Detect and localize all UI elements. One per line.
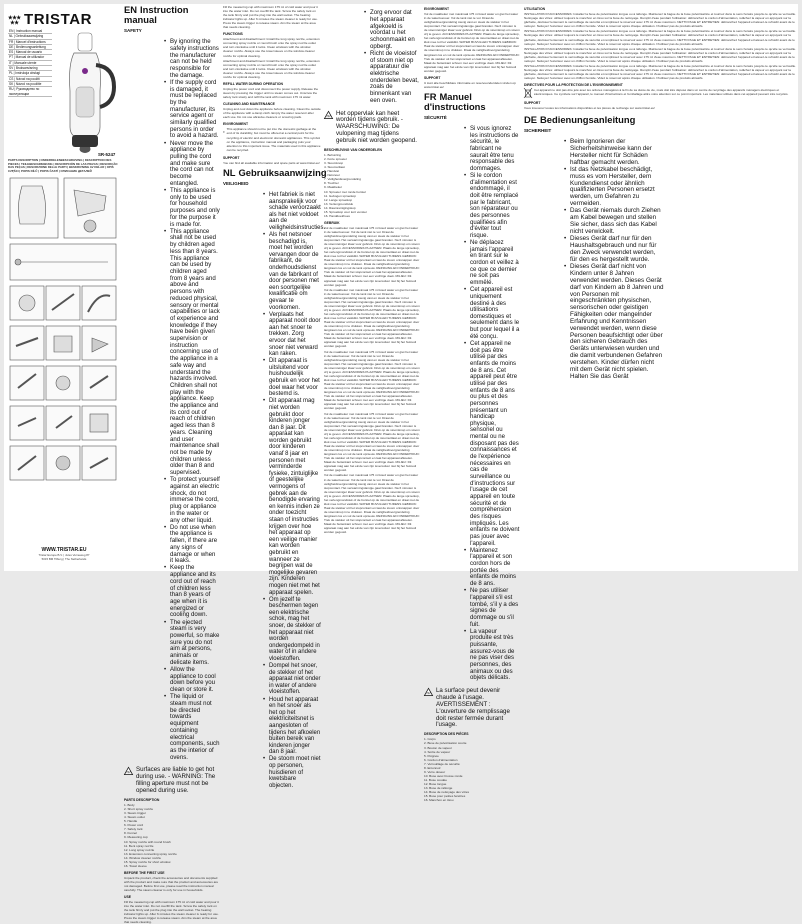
language-item: NL | Gebruiksaanwijzing [8,34,52,39]
fr-scald-warning: La surface peut devenir chaude à l'usage. AVERTISSEMENT : L'ouverture de remplissage doit rester fermée durant l'usage. [424,688,520,729]
hot-surface-icon [124,767,133,775]
en-safety-item: • To protect yourself against an electric shock, do not immerse the cord, plug or appliance in the water or any other liquid. [164,477,220,524]
hot-surface-icon [324,111,333,119]
language-item: PL | Instrukcja obsługi [8,71,52,76]
recycle-bin-icon [524,88,532,98]
en-safety-list [124,39,220,761]
fr-continued: UTILISATION INSTALLATION D'ACCESSOIRES: Installez la buse de pulvérisation longue ou à rallonge. Maintenez la bague de la buse pulvérisatrice et tournez dans le sens horaire jusqu'à ce qu'elle se verrouille. Nettoyage des vitres: utilisez toujours le manchon en tissu sur la buse de nettoyage. Remplir d'eau pendant l'utilisation: débranchez le cordon d'alimentation, relâchez la vapeur en appuyant sur la gâchette, dévissez lentement le verrouillage de sécurité et remplissez le réservoir avec 175 ml d'eau maximum. NETTOYAGE ET ENTRETIEN: débranchez l'appareil et laissez-le refroidir avant de le nettoyer. Nettoyez l'extérieur avec un chiffon humide. Videz le réservoir après chaque utilisation. N'utilisez pas de produits abrasifs. INSTALLATION D'ACCESSOIRES: Installez la buse de pulvérisation longue ou à rallonge. Maintenez la bague de la buse pulvérisatrice et tournez dans le sens horaire jusqu'à ce qu'elle se verrouille. Nettoyage des vitres: utilisez toujours le manchon en tissu sur la buse de nettoyage. Remplir d'eau pendant l'utilisation: débranchez le cordon d'alimentation, relâchez la vapeur en appuyant sur la gâchette, dévissez lentement le verrouillage de sécurité et remplissez le réservoir avec 175 ml d'eau maximum. NETTOYAGE ET ENTRETIEN: débranchez l'appareil et laissez-le refroidir avant de le nettoyer. Nettoyez l'extérieur avec un chiffon humide. Videz le réservoir après chaque utilisation. N'utilisez pas de produits abrasifs. INSTALLATION D'ACCESSOIRES: Installez la buse de pulvérisation longue ou à rallonge. Maintenez la bague de la buse pulvérisatrice et tournez dans le sens horaire jusqu'à ce qu'elle se verrouille. Nettoyage des vitres: utilisez toujours le manchon en tissu sur la buse de nettoyage. Remplir d'eau pendant l'utilisation: débranchez le cordon d'alimentation, relâchez la vapeur en appuyant sur la gâchette, dévissez lentement le verrouillage de sécurité et remplissez le réservoir avec 175 ml d'eau maximum. NETTOYAGE ET ENTRETIEN: débranchez l'appareil et laissez-le refroidir avant de le nettoyer. Nettoyez l'extérieur avec un chiffon humide. Videz le réservoir après chaque utilisation. N'utilisez pas de produits abrasifs. INSTALLATION D'ACCESSOIRES: Installez la buse de pulvérisation longue ou à rallonge. Maintenez la bague de la buse pulvérisatrice et tournez dans le sens horaire jusqu'à ce qu'elle se verrouille. Nettoyage des vitres: utilisez toujours le manchon en tissu sur la buse de nettoyage. Remplir d'eau pendant l'utilisation: débranchez le cordon d'alimentation, relâchez la vapeur en appuyant sur la gâchette, dévissez lentement le verrouillage de sécurité et remplissez le réservoir avec 175 ml d'eau maximum. NETTOYAGE ET ENTRETIEN: débranchez l'appareil et laissez-le refroidir avant de le nettoyer. Nettoyez l'extérieur avec un chiffon humide. Videz le réservoir après chaque utilisation. N'utilisez pas de produits abrasifs. DIRECTIVES POUR LA PROTECTION DE L'ENVIRONNEMENT Cet appareil ne doit pas être jeté avec les ordures ménagères à la fin de sa durée de vie, mais doit être déposé dans un centre de recyclage des appareils ménagers électriques et électroniques. Ce symbole sur l'appareil, le manuel d'instructions et l'emballage attire votre attention sur ce point important. Les matériaux utilisés dans cet appareil peuvent être recyclés. SUPPORT Vous trouverez toutes les informations disponibles et les pièces de rechange sur www.tristar.eu! [524,7,796,111]
fr-title: FR Manuel d'instructions [424,90,486,112]
language-item: DE | Bedienungsanleitung [8,45,52,50]
language-list [8,29,52,97]
nl-safety-item: • Verplaats het apparaat nooit door aan het snoer te trekken. Zorg ervoor dat het snoer niet verward kan raken. [263,312,321,358]
address: Tristar Europe B.V. | Jules Verneweg 87 [38,553,90,557]
de-safety-item: • Das Gerät niemals durch Ziehen am Kabel bewegen und stellen Sie sicher, dass sich das Kabel nicht verwickelt. [564,208,664,235]
part-item: 5. Handvat [324,169,339,174]
nl-safety-item: • De stoom moet niet op personen, huisdieren of kwetsbare objecten. [263,756,321,789]
part-item: 2. Korte sproeier [324,157,347,162]
part-item: 3. Steam trigger [124,811,147,816]
cover-footer [8,547,120,561]
nl-parts: BESCHRIJVING VAN ONDERDELEN 1. Behuizing 2. Korte sproeier 3. Stoomknop 4. Stoomuitlaat 5. Handvat 6. Netsnoer 7. Veiligheidsvergrendeling 8. Trechter 9. Maatbeker 10. Sproeier met ronde borstel 11. Gebogen sproeikop 12. Lange sproeikop 13. Verlengmondstuk 14. Raamreinigingskop 15. Sproeikop voor kort venster 16. Handdoekhoes GEBRUIK Vul de maatbeker met maximaal 175 ml koud water en giet het water in de watertoevoer. Vul de tank niet te vol. Draai de veiligheidsvergrendeling stevig vast en steek de stekker in het stopcontact. Het verwarmingslampje gaat branden. Na 6 minuten is de stoomreiniger klaar voor gebruik. Druk op de stoomknop om stoom vrij te geven. ACCESSOIRES PLAATSEN: Plaats de lange sproeikop, het verlengmondstuk of de borstel op de stoomuitlaat en draai met de klok mee tot het vastklikt. WATER BIJVULLEN TIJDENS GEBRUIK: Haal de stekker uit het stopcontact en laat de stoom ontsnappen door de stoomknop in te drukken. Draai de veiligheidsvergrendeling langzaam los en vul de tank opnieuw. REINIGING EN ONDERHOUD: Trek de stekker uit het stopcontact en laat het apparaat afkoelen. Maak de buitenkant schoon met een vochtige doek. MILIEU: Dit apparaat mag aan het einde van zijn levensduur niet bij het huisvuil worden gegooid. Vul de maatbeker met maximaal 175 ml koud water en giet het water in de watertoevoer. Vul de tank niet te vol. Draai de veiligheidsvergrendeling stevig vast en steek de stekker in het stopcontact. Het verwarmingslampje gaat branden. Na 6 minuten is de stoomreiniger klaar voor gebruik. Druk op de stoomknop om stoom vrij te geven. ACCESSOIRES PLAATSEN: Plaats de lange sproeikop, het verlengmondstuk of de borstel op de stoomuitlaat en draai met de klok mee tot het vastklikt. WATER BIJVULLEN TIJDENS GEBRUIK: Haal de stekker uit het stopcontact en laat de stoom ontsnappen door de stoomknop in te drukken. Draai de veiligheidsvergrendeling langzaam los en vul de tank opnieuw. REINIGING EN ONDERHOUD: Trek de stekker uit het stopcontact en laat het apparaat afkoelen. Maak de buitenkant schoon met een vochtige doek. MILIEU: Dit apparaat mag aan het einde van zijn levensduur niet bij het huisvuil worden gegooid. Vul de maatbeker met maximaal 175 ml koud water en giet het water in de watertoevoer. Vul de tank niet te vol. Draai de veiligheidsvergrendeling stevig vast en steek de stekker in het stopcontact. Het verwarmingslampje gaat branden. Na 6 minuten is de stoomreiniger klaar voor gebruik. Druk op de stoomknop om stoom vrij te geven. ACCESSOIRES PLAATSEN: Plaats de lange sproeikop, het verlengmondstuk of de borstel op de stoomuitlaat en draai met de klok mee tot het vastklikt. WATER BIJVULLEN TIJDENS GEBRUIK: Haal de stekker uit het stopcontact en laat de stoom ontsnappen door de stoomknop in te drukken. Draai de veiligheidsvergrendeling langzaam los en vul de tank opnieuw. REINIGING EN ONDERHOUD: Trek de stekker uit het stopcontact en laat het apparaat afkoelen. Maak de buitenkant schoon met een vochtige doek. MILIEU: Dit apparaat mag aan het einde van zijn levensduur niet bij het huisvuil worden gegooid. Vul de maatbeker met maximaal 175 ml koud water en giet het water in de watertoevoer. Vul de tank niet te vol. Draai de veiligheidsvergrendeling stevig vast en steek de stekker in het stopcontact. Het verwarmingslampje gaat branden. Na 6 minuten is de stoomreiniger klaar voor gebruik. Druk op de stoomknop om stoom vrij te geven. ACCESSOIRES PLAATSEN: Plaats de lange sproeikop, het verlengmondstuk of de borstel op de stoomuitlaat en draai met de klok mee tot het vastklikt. WATER BIJVULLEN TIJDENS GEBRUIK: Haal de stekker uit het stopcontact en laat de stoom ontsnappen door de stoomknop in te drukken. Draai de veiligheidsvergrendeling langzaam los en vul de tank opnieuw. REINIGING EN ONDERHOUD: Trek de stekker uit het stopcontact en laat het apparaat afkoelen. Maak de buitenkant schoon met een vochtige doek. MILIEU: Dit apparaat mag aan het einde van zijn levensduur niet bij het huisvuil worden gegooid. Vul de maatbeker met maximaal 175 ml koud water en giet het water in de watertoevoer. Vul de tank niet te vol. Draai de veiligheidsvergrendeling stevig vast en steek de stekker in het stopcontact. Het verwarmingslampje gaat branden. Na 6 minuten is de stoomreiniger klaar voor gebruik. Druk op de stoomknop om stoom vrij te geven. ACCESSOIRES PLAATSEN: Plaats de lange sproeikop, het verlengmondstuk of de borstel op de stoomuitlaat en draai met de klok mee tot het vastklikt. WATER BIJVULLEN TIJDENS GEBRUIK: Haal de stekker uit het stopcontact en laat de stoom ontsnappen door de stoomknop in te drukken. Draai de veiligheidsvergrendeling langzaam los en vul de tank opnieuw. REINIGING EN ONDERHOUD: Trek de stekker uit het stopcontact en laat het apparaat afkoelen. Maak de buitenkant schoon met een vochtige doek. MILIEU: Dit apparaat mag aan het einde van zijn levensduur niet bij het huisvuil worden gegooid. [324,148,420,535]
part-item: 12. Long spray nozzle [124,847,155,852]
part-item: 8. Trechter [324,181,339,186]
en-safety-item: • By ignoring the safety instructions the manufacturer can not be held responsible for the damage. [164,39,220,79]
nl-safety-item: • Zorg ervoor dat het apparaat afgekoeld is voordat u het schoonmaakt en opbergt. [364,10,420,50]
de-title: DE Bedienungsanleitung [524,113,636,125]
language-item: ES | Manual de usuario [8,50,52,55]
part-item: 11. Gebogen sproeikop [324,193,356,198]
nl-safety-item: • Houd het apparaat en het snoer als het op het elektriciteitsnet is aangesloten of tijdens het afkoelen buiten bereik van kinderen jonger dan 8 jaar. [263,697,321,756]
en-parts: PARTS DESCRIPTION 1. Body 2. Short spray nozzle 3. Steam trigger 4. Steam outlet 5. Handle 6. Power cord 7. Safety lock 8. Funnel 9. Measuring cup 10. Spray nozzle with round brush 11. Bent spray nozzle 12. Long spray nozzle 13. Extension connecting spray nozzle 14. Window cleaner nozzle 15. Spray nozzle for short window 16. Towel sleeve BEFORE THE FIRST USE Unpack the product, check the accessories and documents supplied with the product and make sure that the product and accessories are not damaged. Before first use, please read the instruction manual carefully. The steam cleaner is only for use in households. USE Fill the measuring cup with maximum 175 ml of cold water and pour it into the water inlet. Do not overfill the tank. Screw the safety lock on the tank firmly and put the plug into the wall socket. The heating indicator lights up. After 6 minutes the steam cleaner is ready for use. Press the steam trigger to release steam. Aim the steam at the area that needs cleaning. [124,798,219,924]
fr-safety-item: • Si le cordon d'alimentation est endommagé, il doit être remplacé par le fabricant, son réparateur ou des personnes qualifiées afin d'éviter tout risque. [464,173,520,240]
part-item: 8. Funnel [124,831,137,836]
nl-column [324,4,420,571]
fr-safety-item: • Ne pas utiliser l'appareil s'il est tombé, s'il y a des signes de dommage ou s'il fuit. [464,588,520,628]
part-item: 15. Buse pour petites fenêtres [424,794,466,799]
en-title: EN Instruction manual [124,4,189,25]
nl-safety-item: • Om jezelf te beschermen tegen een elektrische schok, mag het snoer, de stekker of het apparaat niet worden ondergedompeld in water of in andere vloeistoffen. [263,597,321,663]
recycle-bin-icon [223,127,225,137]
part-item: 9. Verre doseur [424,769,446,774]
en-safety-item: • Allow the appliance to cool down before you clean or store it. [164,667,220,694]
part-item: 5. Handle [124,819,138,824]
brand-name: TRISTAR [24,11,93,28]
part-item: 12. Lange sproeikop [324,197,353,202]
part-item: 10. Spray nozzle with round brush [124,839,171,844]
fr-safety-item: • Cet appareil est uniquement destiné à des utilisations domestiques et seulement dans le but pour lequel il a été conçu. [464,287,520,340]
nl-safety-list-cont [324,10,420,104]
en-safety-item: • Never move the appliance by pulling the cord and make sure the cord can not become entangled. [164,141,220,188]
en-scald-warning: Surfaces are liable to get hot during use. - WARNING: The filling aperture must not be opened during use. [124,767,220,795]
part-item: 12. Buse longue [424,781,447,786]
en-safety-item: • Do not use when the appliance is fallen, if there are any signs of damage or when it leaks. [164,525,220,565]
part-item: 5. Poignée [424,753,439,758]
brand-logo [8,11,92,28]
de-safety-item: • Dieses Gerät darf nicht von Kindern unter 8 Jahren verwendet werden. Dieses Gerät darf von Kindern ab 8 Jahren und von Personen mit eingeschränkten physischen, sensorischen oder geistigen Fähigkeiten oder mangelnder Erfahrung und Kenntnissen verwendet werden, wenn diese Personen beaufsichtigt oder über den sicheren Gebrauch des Geräts unterwiesen wurden und die damit verbundenen Gefahren verstehen. Kinder dürfen nicht mit dem Gerät nicht spielen. Halten Sie das Gerät [564,264,664,380]
stars-icon [8,15,21,25]
part-item: 4. Steam outlet [124,815,145,820]
fr-safety-item: • La vapeur produite est très puissante, assurez-vous de ne pas viser des personnes, des animaux ou des objets délicats. [464,629,520,682]
accessories-illustration [8,176,120,546]
language-item: PT | Manual de utilizador [8,55,52,60]
nl-safety-list [223,191,326,789]
fr-safety-item: • Maintenez l'appareil et son cordon hors de portée des enfants de moins de 8 ans. [464,548,520,588]
part-item: 6. Netsnoer [324,173,340,178]
en-continued: Fill the measuring cup with maximum 175 ml of cold water and pour it into the water inlet. Do not overfill the tank. Screw the safety lock on the tank firmly and put the plug into the wall socket. The heating indicator lights up. After 6 minutes the steam cleaner is ready for use. Press the steam trigger to release steam. Aim the steam at the area that needs cleaning. FUNCTIONS Attachment and disattachment: Install the long spray nozzle, extension connecting spray nozzle or round brush onto the spray nozzle outlet and turn clockwise until it locks. Clean windows with the window cleaner nozzle. Always use the towel sleeve on the window cleaner nozzle for optimal cleaning. Attachment and disattachment: Install the long spray nozzle, extension connecting spray nozzle or round brush onto the spray nozzle outlet and turn clockwise until it locks. Clean windows with the window cleaner nozzle. Always use the towel sleeve on the window cleaner nozzle for optimal cleaning. REFILL WATER DURING OPERATION Unplug the power cord and disconnect the power supply. Release the steam by pressing the trigger until no steam comes out. Unscrew the safety lock slowly and refill the tank with maximum 175 ml water. CLEANING AND MAINTENANCE Unplug and cool down the appliance before cleaning. Clean the outside of the appliance with a damp cloth. Empty the water reservoir after each use. Do not use abrasive cleaners or scouring pads. ENVIRONMENT This appliance should not be put into the domestic garbage at the end of its durability, but must be offered at a central point for the recycling of electric and electronic domestic appliances. This symbol on the appliance, instruction manual and packaging puts your attention to this important issue. The materials used in this appliance can be recycled. SUPPORT You can find all available information and spare parts at www.tristar.eu! [223,5,321,165]
nl-end: ENVIRONMENT Vul de maatbeker met maximaal 175 ml koud water en giet het water in de watertoevoer. Vul de tank niet te vol. Draai de veiligheidsvergrendeling stevig vast en steek de stekker in het stopcontact. Het verwarmingslampje gaat branden. Na 6 minuten is de stoomreiniger klaar voor gebruik. Druk op de stoomknop om stoom vrij te geven. ACCESSOIRES PLAATSEN: Plaats de lange sproeikop, het verlengmondstuk of de borstel op de stoomuitlaat en draai met de klok mee tot het vastklikt. WATER BIJVULLEN TIJDENS GEBRUIK: Haal de stekker uit het stopcontact en laat de stoom ontsnappen door de stoomknop in te drukken. Draai de veiligheidsvergrendeling langzaam los en vul de tank opnieuw. REINIGING EN ONDERHOUD: Trek de stekker uit het stopcontact en laat het apparaat afkoelen. Maak de buitenkant schoon met een vochtige doek. MILIEU: Dit apparaat mag aan het einde van zijn levensduur niet bij het huisvuil worden gegooid. SUPPORT U kunt alle beschikbare informatie en reserveonderdelen vinden op www.tristar.eu! [424,7,520,89]
part-item: 6. Power cord [124,823,144,828]
website: WWW.TRISTAR.EU [41,547,87,553]
en-safety-item: • Keep the appliance and its cord out of reach of children less than 8 years of age when it is energized or cooling down. [164,565,220,619]
de-safety-item: • Dieses Gerät darf nur für den Haushaltsgebrauch und nur für den Zweck verwendet werden, für den es hergestellt wurde. [564,236,664,263]
model-number: SR-5247 [98,152,116,157]
part-item: 13. Verlengmondstuk [324,201,354,206]
part-item: 11. Buse coudée [424,777,447,782]
nl-title: NL Gebruiksaanwijzing [223,166,327,178]
en-safety-item: • This appliance is only to be used for household purposes and only for the purpose it is made for. [164,188,220,228]
part-item: 3. Stoomknop [324,161,344,166]
language-item: RU | Руководство по эксплуатации [8,87,52,97]
en-safety-item: • The ejected steam is very powerful, so make sure you do not aim at persons, animals or delicate items. [164,620,220,667]
part-item: 6. Cordon d'alimentation [424,757,458,762]
nl-safety-item: • Als het netsnoer beschadigd is, moet het worden vervangen door de fabrikant, de onderhoudsdienst van de fabrikant of door personen met een soortgelijke kwalificatie om gevaar te voorkomen. [263,232,321,311]
part-item: 14. Buse de nettoyage des vitres [424,790,470,795]
nl-safety-item: • Dit apparaat mag niet worden gebruikt door kinderen jonger dan 8 jaar. Dit apparaat kan worden gebruikt door kinderen vanaf 8 jaar en personen met verminderde fysieke, zintuiglijke of geestelijke vermogens of gebrek aan de benodigde ervaring en kennis indien ze onder toezicht staan of instructies krijgen over hoe het apparaat op een veilige manier kan worden gebruikt en wanneer ze begrijpen wat de mogelijke gevaren zijn. Kinderen mogen niet met het apparaat spelen. [263,398,321,596]
nl-safety-item: • Het fabriek is niet aansprakelijk voor schade veroorzaakt als het niet voldoet aan de veiligheidsinstructies. [263,192,321,232]
fr-de-column [524,4,796,571]
nl-safety-item: • Dompel het snoer, de stekker of het apparaat niet onder in water of andere vloeistoffen. [263,663,321,696]
de-safety-item: • Beim Ignorieren der Sicherheitshinweise kann der Hersteller nicht für Schäden haftbar gemacht werden. [564,139,664,166]
part-item: 11. Bent spray nozzle [124,843,154,848]
hot-surface-icon [424,688,433,696]
language-item: CS | Návod na použití [8,77,52,82]
en-safety-item: • If the supply cord is damaged, it must be replaced by the manufacturer, its service agent or similarly qualified persons in order to avoid a hazard. [164,80,220,140]
part-item: 16. Towel sleeve [124,863,147,868]
language-item: SK | Návod na použitie [8,82,52,87]
part-item: 2. Buse de pulvérisation courte [424,741,467,746]
part-item: 16. Manchon en tissu [424,798,454,803]
fr-safety-heading: SÉCURITÉ [424,114,447,120]
part-item: 7. Veiligheidsvergrendeling [324,177,361,182]
part-item: 14. Raamreinigingskop [324,205,356,210]
part-item: 16. Handdoekhoes [324,213,350,218]
en-column [124,4,220,924]
cover-legal-text: PARTS DESCRIPTION | ONDERDELENBESCHRIJVING | DESCRIPTION DES PIECES | TEILEBESCHREIBUNG | DESCRIPCIÓN DE LAS PIEZAS | DESCRIÇÃO DAS PEÇAS | DESCRIZIONE DELLE PARTI | BESKRIVNING AV DELAR | OPIS CZĘŚCI | POPIS DÍLŮ | POPIS ČASTÍ | ОПИСАНИЕ ДЕТАЛЕЙ [8,158,118,173]
part-item: 13. Buse de rallonge [424,786,453,790]
en-safety-item: • This appliance shall not be used by children aged less than 8 years. This appliance can be used by children aged from 8 years and above and persons with reduced physical, sensory or mental capabilities or lack of experience and knowledge if they have been given supervision or instruction concerning use of the appliance in a safe way and understand the hazards involved. Children shall not play with the appliance. Keep the appliance and its cord out of reach of children aged less than 8 years. Cleaning and user maintenance shall not be made by children unless older than 8 and supervised. [164,229,220,477]
part-item: 1. Behuizing [324,153,342,158]
part-item: 9. Maatbeker [324,185,343,190]
part-item: 15. Sproeikop voor kort venster [324,209,367,214]
part-item: 2. Short spray nozzle [124,807,154,812]
part-item: 14. Window cleaner nozzle [124,855,161,860]
manual-sheet [4,4,798,924]
part-item: 15. Spray nozzle for short window [124,859,171,864]
nl-scald-warning: Het oppervlak kan heet worden tijdens gebruik. - WAARSCHUWING: De vulopening mag tijdens gebruik niet worden geopend. [324,111,420,146]
part-item: 10. Sproeier met ronde borstel [324,189,366,194]
part-item: 13. Extension connecting spray nozzle [124,851,177,856]
fr-safety-item: • Si vous ignorez les instructions de sécurité, le fabricant ne saurait être tenu responsable des dommages. [464,126,520,173]
part-item: 3. Bouton de vapeur [424,745,452,750]
part-item: 7. Verrouillage de sécurité [424,761,460,766]
nl-safety-heading: VEILIGHEID [223,180,249,186]
nl-safety-item: • Dit apparaat is uitsluitend voor huishoudelijk gebruik en voor het doel waar het voor bestemd is. [263,358,321,398]
de-safety-list [524,139,664,381]
steam-cleaner-image [54,31,122,157]
fr-parts: DESCRIPTION DES PIÈCES 1. Corps 2. Buse de pulvérisation courte 3. Bouton de vapeur 4. Sortie de vapeur 5. Poignée 6. Cordon d'alimentation 7. Verrouillage de sécurité 8. Entonnoir 9. Verre doseur 10. Buse avec brosse ronde 11. Buse coudée 12. Buse longue 13. Buse de rallonge 14. Buse de nettoyage des vitres 15. Buse pour petites fenêtres 16. Manchon en tissu [424,732,520,802]
language-item: IT | Manuale utente [8,61,52,66]
language-item: EN | Instruction manual [8,29,52,34]
cover-column [4,4,122,571]
nl-fr-column [424,4,520,803]
en-nl-column [223,4,327,789]
part-item: 8. Entonnoir [424,765,441,770]
fr-safety-item: • Cet appareil ne doit pas être utilisé par des enfants de moins de 8 ans. Cet appareil peut être utilisé par des enfants de 8 ans ou plus et des personnes présentant un handicap physique, sensoriel ou mental ou ne disposant pas des connaissances et de l'expérience nécessaires en cas de surveillance ou d'instructions sur l'usage de cet appareil en toute sécurité et de compréhension des risques impliqués. Les enfants ne doivent pas jouer avec l'appareil. [464,341,520,547]
de-safety-item: • Ist das Netzkabel beschädigt, muss es vom Hersteller, dem Kundendienst oder ähnlich qualifizierten Personen ersetzt werden, um Gefahren zu vermeiden. [564,167,664,208]
part-item: 4. Sortie de vapeur [424,749,451,754]
part-item: 1. Body [124,803,135,808]
language-item: SV | Bruksanvisning [8,66,52,71]
language-item: FR | Manuel d'instructions [8,40,52,45]
fr-safety-list [424,126,520,682]
part-item: 7. Safety lock [124,827,143,832]
part-item: 4. Stoomuitlaat [324,165,345,170]
en-safety-heading: SAFETY [124,28,142,33]
accessory-grid [8,176,120,546]
part-item: 9. Measuring cup [124,835,148,840]
nl-safety-item: • Richt de vloeistof of stoom niet op apparatuur die elektrische onderdelen bevat, zoals de binnenkant van een oven. [364,51,420,105]
part-item: 10. Buse avec brosse ronde [424,773,463,778]
part-item: 1. Corps [424,737,436,742]
de-safety-heading: SICHERHEIT [524,127,552,133]
en-safety-item: • The liquid or steam must not be directed towards equipment containing electrical components, such as the interior of ovens. [164,694,220,761]
fr-safety-item: • Ne déplacez jamais l'appareil en tirant sur le cordon et veillez à ce que ce dernier ne soit pas emmêlé. [464,240,520,287]
address-2: 5015 BM Tilburg | The Netherlands [41,557,87,561]
